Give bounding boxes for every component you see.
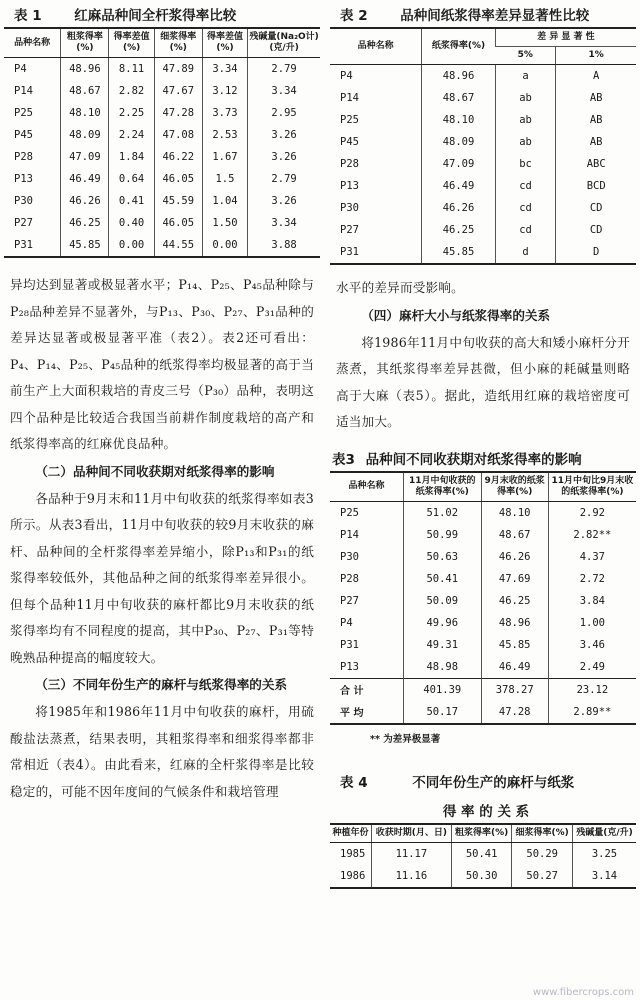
table-cell: P31 — [14, 239, 33, 251]
table-cell: 46.49 — [61, 168, 109, 190]
table-cell: 0.00 — [109, 234, 154, 257]
table-cell: 0.40 — [109, 212, 154, 234]
left-body-text-2 — [4, 486, 320, 672]
table-cell: 11.17 — [371, 842, 451, 865]
table3-average-row: 平 均 50.17 47.28 2.89** — [330, 701, 636, 724]
table-cell: 1.5 — [202, 168, 247, 190]
table3-row — [330, 612, 636, 634]
table1-row — [4, 190, 320, 212]
table-cell: P25 — [340, 114, 359, 126]
table-cell: a — [495, 65, 556, 88]
table3-body — [330, 501, 636, 678]
table4-header: 粗浆得率(%) — [451, 824, 512, 843]
table-cell: P27 — [340, 594, 359, 607]
table-cell: P25 — [14, 107, 33, 119]
table4-header: 残碱量(克/升) — [572, 824, 636, 843]
table-cell: P13 — [340, 180, 359, 192]
table-cell: ab — [495, 131, 556, 153]
table-cell: 0.41 — [109, 190, 154, 212]
table-cell: 48.67 — [61, 80, 109, 102]
table1-header: 残碱量(Na₂O计)(克/升) — [248, 28, 320, 58]
table-cell: 50.09 — [403, 590, 481, 612]
table-cell: 3.12 — [202, 80, 247, 102]
table-cell: 2.92 — [548, 501, 636, 524]
table-cell: 48.67 — [422, 87, 495, 109]
table-cell: P4 — [340, 616, 353, 629]
table3-row — [330, 590, 636, 612]
table-cell: 48.09 — [422, 131, 495, 153]
table-cell: P14 — [340, 528, 359, 541]
table-cell: 46.05 — [154, 212, 202, 234]
section-heading-2: （二）品种间不同收获期对纸浆得率的影响 — [35, 463, 275, 479]
table-cell: 50.30 — [451, 865, 512, 888]
table-cell: 46.22 — [154, 146, 202, 168]
table-cell: 47.09 — [422, 153, 495, 175]
table4-header: 细浆得率(%) — [512, 824, 573, 843]
table-cell: 50.29 — [512, 842, 573, 865]
table-cell: 46.26 — [481, 546, 548, 568]
table-cell: 2.25 — [109, 102, 154, 124]
table-cell: cd — [495, 197, 556, 219]
table-cell: 46.05 — [154, 168, 202, 190]
watermark: www.fibercrops.com — [532, 987, 634, 998]
table3-row — [330, 656, 636, 679]
table1-header: 粗浆得率(%) — [61, 28, 109, 58]
right-column — [330, 0, 636, 889]
table-cell: 2.72 — [548, 568, 636, 590]
table-cell: 47.09 — [61, 146, 109, 168]
table-cell: 48.96 — [481, 612, 548, 634]
table-cell: P28 — [340, 572, 359, 585]
table-cell: 46.25 — [61, 212, 109, 234]
table-cell: 45.59 — [154, 190, 202, 212]
table-cell: 3.14 — [572, 865, 636, 888]
table-cell: 0.00 — [202, 234, 247, 257]
table-cell: 46.26 — [61, 190, 109, 212]
table-cell: 47.69 — [481, 568, 548, 590]
table-cell: P14 — [340, 92, 359, 104]
table-cell: P45 — [340, 136, 359, 148]
table2 — [330, 27, 636, 265]
table-cell: 48.10 — [422, 109, 495, 131]
table-cell: 1.50 — [202, 212, 247, 234]
table2-row — [330, 87, 636, 109]
table-cell: 1.00 — [548, 612, 636, 634]
right-body-text-2 — [330, 330, 636, 436]
table-cell: 3.25 — [572, 842, 636, 865]
table1-row — [4, 146, 320, 168]
table2-label: 表 2 — [340, 8, 368, 24]
table-cell: 3.26 — [248, 146, 320, 168]
table-cell: 2.53 — [202, 124, 247, 146]
left-body-text-3 — [4, 699, 320, 805]
table-cell: 2.79 — [248, 58, 320, 81]
table4-caption-line2 — [330, 794, 636, 823]
table2-header: 纸浆得率(%) — [422, 28, 495, 65]
table3-footnote: ** 为差异极显著 — [370, 733, 441, 745]
table3-header: 9月末收的纸浆得率(%) — [481, 472, 548, 502]
table-cell: 8.11 — [109, 58, 154, 81]
table-cell: 50.41 — [451, 842, 512, 865]
table-cell: 47.28 — [154, 102, 202, 124]
table-cell: 48.96 — [61, 58, 109, 81]
table-cell: 50.99 — [403, 524, 481, 546]
table1-row — [4, 58, 320, 81]
table1-body — [4, 58, 320, 258]
table-cell: P31 — [340, 246, 359, 258]
table1-row — [4, 102, 320, 124]
table-cell: 2.95 — [248, 102, 320, 124]
left-column — [4, 0, 320, 805]
table-cell: 46.49 — [422, 175, 495, 197]
table-cell: 46.26 — [422, 197, 495, 219]
table3-row — [330, 546, 636, 568]
table3-caption — [330, 444, 636, 471]
right-body-text — [330, 275, 636, 302]
table-cell: 48.96 — [422, 65, 495, 88]
table-cell: 3.26 — [248, 190, 320, 212]
table-cell: 2.24 — [109, 124, 154, 146]
table-cell: AB — [556, 87, 636, 109]
table1-row — [4, 234, 320, 257]
table-cell: P4 — [340, 70, 353, 82]
table3-row — [330, 524, 636, 546]
table-cell: P28 — [14, 151, 33, 163]
table-cell: 48.98 — [403, 656, 481, 679]
table-cell: 1986 — [340, 869, 366, 882]
table1-row — [4, 80, 320, 102]
table-cell: 1985 — [340, 847, 366, 860]
table-cell: 45.85 — [61, 234, 109, 257]
table2-header: 1% — [556, 47, 636, 65]
table1 — [4, 27, 320, 258]
table-cell: P13 — [14, 173, 33, 185]
table-cell: 2.82 — [109, 80, 154, 102]
table-cell: 3.34 — [248, 80, 320, 102]
table-cell: 3.46 — [548, 634, 636, 656]
table-cell: 1.67 — [202, 146, 247, 168]
paragraph: 将1985年和1986年11月中旬收获的麻杆，用硫酸盐法蒸煮，结果表明，其粗浆得率和细浆得率都非常相近（表4）。由此看来，红麻的全杆浆得率是比较稳定的，可能不因年度间的气候条件和栽培管理 — [10, 704, 314, 799]
table-cell: 49.31 — [403, 634, 481, 656]
table-cell: P14 — [14, 85, 33, 97]
table-cell: 2.82** — [548, 524, 636, 546]
paragraph: 将1986年11月中旬收获的高大和矮小麻杆分开蒸煮，其纸浆得率差异甚微，但小麻的耗碱量则略高于大麻（表5）。据此，造纸用红麻的栽培密度可适当加大。 — [336, 334, 630, 429]
table-cell: 50.41 — [403, 568, 481, 590]
table-cell: 3.84 — [548, 590, 636, 612]
table-cell: P30 — [340, 202, 359, 214]
table-cell: BCD — [556, 175, 636, 197]
table4-label: 表 4 — [340, 774, 368, 791]
table4-body — [330, 842, 636, 888]
table-cell: 44.55 — [154, 234, 202, 257]
table2-row — [330, 65, 636, 88]
table-cell: CD — [556, 219, 636, 241]
paragraph: 各品种于9月末和11月中旬收获的纸浆得率如表3所示。从表3看出，11月中旬收获的较9月末收获的麻杆、品种间的全杆浆得率差异缩小，除P₁₃和P₃₁的纸浆得率较低外，其他品种之间的纸浆得率差异很小。但每个品种11月中旬收获的麻杆都比9月末收获的纸浆得率均有不同程度的提高，其中P₃₀、P₂₇、P₃₁等特晚熟品种提高的幅度较大。 — [10, 490, 314, 665]
table3-label: 表3 — [332, 451, 355, 468]
table2-row — [330, 153, 636, 175]
table3 — [330, 471, 636, 725]
table-cell: ab — [495, 109, 556, 131]
table-cell: 48.10 — [61, 102, 109, 124]
table-cell: 2.49 — [548, 656, 636, 679]
table-cell: 46.25 — [422, 219, 495, 241]
left-body-text — [4, 272, 320, 458]
table2-header: 品种名称 — [330, 28, 422, 65]
table2-header: 差 异 显 著 性 — [495, 28, 636, 47]
table3-header: 11月中旬比9月末收的纸浆得率(%) — [548, 472, 636, 502]
table-cell: 48.10 — [481, 501, 548, 524]
table-cell: ABC — [556, 153, 636, 175]
table-cell: 11.16 — [371, 865, 451, 888]
table4-title-2: 得 率 的 关 系 — [442, 803, 530, 820]
table-cell: 0.64 — [109, 168, 154, 190]
table-cell: P27 — [340, 224, 359, 236]
table-cell: 45.85 — [481, 634, 548, 656]
table-cell: CD — [556, 197, 636, 219]
table-cell: AB — [556, 131, 636, 153]
table4-caption — [330, 767, 636, 794]
table-cell: P13 — [340, 660, 359, 673]
table-cell: 49.96 — [403, 612, 481, 634]
table-cell: 50.27 — [512, 865, 573, 888]
table-cell: bc — [495, 153, 556, 175]
table-cell: P30 — [340, 550, 359, 563]
table2-row — [330, 219, 636, 241]
table-cell: 47.67 — [154, 80, 202, 102]
table-cell: 46.49 — [481, 656, 548, 679]
table4-header: 收获时期(月、日) — [371, 824, 451, 843]
paragraph: 水平的差异而受影响。 — [336, 280, 464, 295]
section-heading-4: （四）麻杆大小与纸浆得率的关系 — [361, 307, 551, 323]
table-cell: d — [495, 241, 556, 264]
table-cell: 4.37 — [548, 546, 636, 568]
table4-row — [330, 842, 636, 865]
table-cell: P28 — [340, 158, 359, 170]
section-heading-3: （三）不同年份生产的麻杆与纸浆得率的关系 — [35, 677, 288, 692]
table-cell: P30 — [14, 195, 33, 207]
table3-title: 品种间不同收获期对纸浆得率的影响 — [365, 451, 582, 468]
table1-header: 品种名称 — [4, 28, 61, 58]
table-cell: AB — [556, 109, 636, 131]
table3-row — [330, 568, 636, 590]
table2-title: 品种间纸浆得率差异显著性比较 — [400, 8, 590, 24]
table-cell: 3.34 — [202, 58, 247, 81]
table-cell: 51.02 — [403, 501, 481, 524]
table-cell: D — [556, 241, 636, 264]
table3-row — [330, 634, 636, 656]
table-cell: P31 — [340, 638, 359, 651]
table-cell: 48.67 — [481, 524, 548, 546]
table-cell: P45 — [14, 129, 33, 141]
table-cell: 47.89 — [154, 58, 202, 81]
table4-row — [330, 865, 636, 888]
table4-title: 不同年份生产的麻杆与纸浆 — [412, 774, 575, 791]
table-cell: A — [556, 65, 636, 88]
table2-row — [330, 175, 636, 197]
table-cell: P4 — [14, 63, 27, 75]
table-cell: 46.25 — [481, 590, 548, 612]
table1-row — [4, 124, 320, 146]
table1-header: 得率差值(%) — [109, 28, 154, 58]
table-cell: 47.08 — [154, 124, 202, 146]
table2-header: 5% — [495, 47, 556, 65]
table1-title: 红麻品种间全杆浆得率比较 — [74, 8, 237, 24]
table-cell: cd — [495, 175, 556, 197]
table1-caption — [4, 0, 320, 27]
table4-header: 种植年份 — [330, 824, 371, 843]
table-cell: cd — [495, 219, 556, 241]
table-cell: 3.34 — [248, 212, 320, 234]
table-cell: ab — [495, 87, 556, 109]
table2-body — [330, 65, 636, 265]
table2-row — [330, 109, 636, 131]
table-cell: 1.84 — [109, 146, 154, 168]
table-cell: 3.73 — [202, 102, 247, 124]
table-cell: 3.26 — [248, 124, 320, 146]
table3-header: 品种名称 — [330, 472, 403, 502]
table1-label: 表 1 — [14, 8, 42, 24]
table2-row — [330, 131, 636, 153]
table2-row — [330, 241, 636, 264]
table3-row — [330, 501, 636, 524]
table1-row — [4, 212, 320, 234]
table-cell: P27 — [14, 217, 33, 229]
table1-header: 细浆得率(%) — [154, 28, 202, 58]
table-cell: P25 — [340, 506, 359, 519]
table2-caption — [330, 0, 636, 27]
table-cell: 1.04 — [202, 190, 247, 212]
table3-total-row: 合 计 401.39 378.27 23.12 — [330, 678, 636, 701]
table3-header: 11月中旬收获的纸浆得率(%) — [403, 472, 481, 502]
table-cell: 48.09 — [61, 124, 109, 146]
table1-header: 得率差值(%) — [202, 28, 247, 58]
table-cell: 3.88 — [248, 234, 320, 257]
table-cell: 50.63 — [403, 546, 481, 568]
table2-row — [330, 197, 636, 219]
table-cell: 45.85 — [422, 241, 495, 264]
table4 — [330, 823, 636, 889]
table-cell: 2.79 — [248, 168, 320, 190]
table1-row — [4, 168, 320, 190]
paragraph: 异均达到显著或极显著水平；P₁₄、P₂₅、P₄₅品种除与P₂₈品种差异不显著外，与P₁₃、P₃₀、P₂₇、P₃₁品种的差异达显著或极显著平准（表2）。表2还可看出：P₄、P₁₄、P₂₅、P₄₅品种的纸浆得率均极显著的高于当前生产上大面积栽培的青皮三号（P₃₀）品种，表明这四个品种是比较适合我国当前耕作制度栽培的高产和纸浆得率高的红麻优良品种。 — [10, 277, 314, 451]
